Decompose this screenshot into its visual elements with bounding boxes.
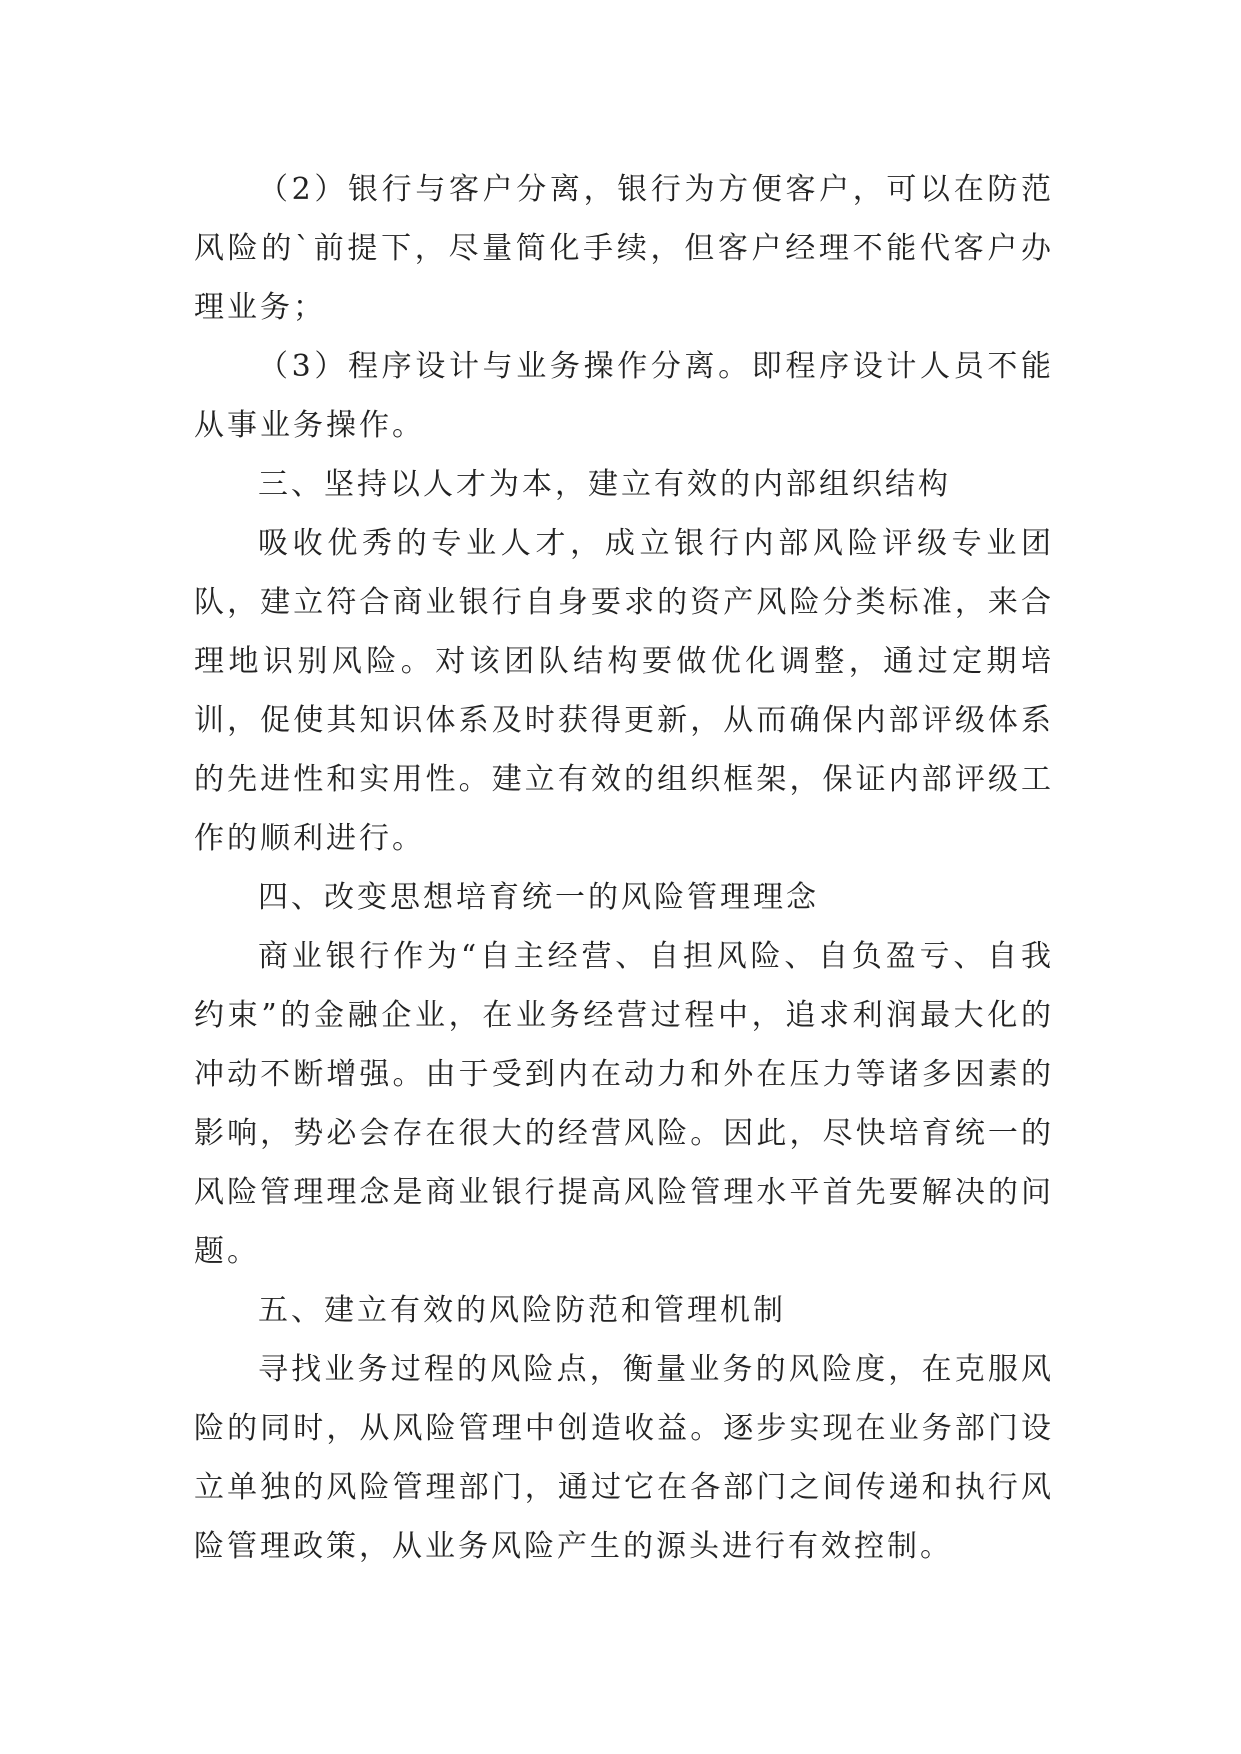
- paragraph-risk-philosophy: 商业银行作为“自主经营、自担风险、自负盈亏、自我约束”的金融企业，在业务经营过程中，追求利润最大化的冲动不断增强。由于受到内在动力和外在压力等诸多因素的影响，势必会存在很大的经营风险。因此，尽快培育统一的风险管理理念是商业银行提高风险管理水平首先要解决的问题。: [194, 939, 1054, 1269]
- paragraph-risk-mechanism: 寻找业务过程的风险点，衡量业务的风险度，在克服风险的同时，从风险管理中创造收益。逐步实现在业务部门设立单独的风险管理部门，通过它在各部门之间传递和执行风险管理政策，从业务风险产生的源头进行有效控制。: [194, 1352, 1054, 1564]
- section-heading-risk-mechanism: 五、建立有效的风险防范和管理机制: [258, 1293, 786, 1328]
- section-heading-talent: 三、坚持以人才为本，建立有效的内部组织结构: [258, 467, 951, 502]
- section-heading-risk-philosophy: 四、改变思想培育统一的风险管理理念: [258, 880, 819, 915]
- paragraph-separation-programming: （3）程序设计与业务操作分离。即程序设计人员不能从事业务操作。: [194, 349, 1054, 443]
- paragraph-separation-customer: （2）银行与客户分离，银行为方便客户，可以在防范风险的`前提下，尽量简化手续，但客户经理不能代客户办理业务；: [194, 172, 1054, 325]
- paragraph-talent: 吸收优秀的专业人才，成立银行内部风险评级专业团队，建立符合商业银行自身要求的资产风险分类标准，来合理地识别风险。对该团队结构要做优化调整，通过定期培训，促使其知识体系及时获得更新，从而确保内部评级体系的先进性和实用性。建立有效的组织框架，保证内部评级工作的顺利进行。: [194, 526, 1054, 856]
- document-body: [194, 160, 1054, 1576]
